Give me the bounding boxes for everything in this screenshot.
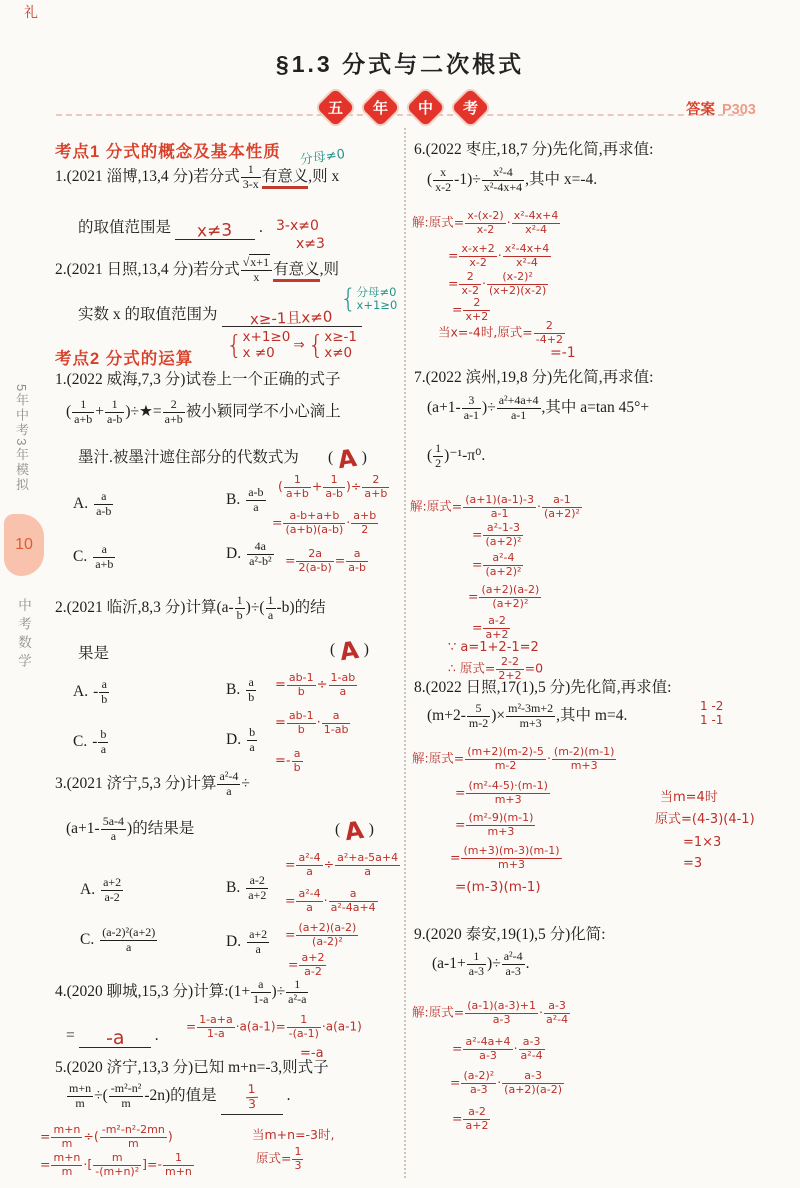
handwritten-note: 原式= $\frac{1}{3}$ (256, 1145, 302, 1172)
handwritten-answer: -a (105, 1026, 125, 1050)
option-a (73, 678, 110, 707)
option-math: $\frac{a+2}{a-2}$ (103, 875, 122, 904)
handwritten-work-line: = $\frac{(a+2)(a-2)}{\text{(a+2)²}}$ (468, 583, 540, 610)
option-label: B. (226, 490, 241, 508)
answer-page-number: P303 (722, 102, 756, 118)
handwritten-answer: x≠3 (197, 220, 233, 242)
handwritten-note: 当m+n=-3时, (252, 1127, 335, 1142)
answer-slot: ( A ) (330, 636, 369, 667)
badge-cell: 五 (314, 86, 358, 130)
badge-cell: 考 (449, 86, 493, 130)
handwritten-work-line: = $\frac{ab-1}{b}$ ÷ $\frac{1-ab}{a}$ (275, 671, 356, 698)
handwritten-work-line: 当x=-4时,原式= $\frac{2}{-4+2}$ (438, 319, 563, 346)
five-year-zhongkao-badge (320, 92, 486, 123)
p2-answer-line: 实数 x 的取值范围为 x≥-1且x≠0 (78, 305, 366, 327)
answer-label: 答案 (686, 102, 715, 118)
option-math: $\frac{a+2}{a}$ (249, 927, 268, 956)
k2p3-statement: 3.(2021 济宁,5,3 分)计算 $\frac{\text{a²-4}}{a}$ ÷ (55, 769, 250, 798)
handwritten-work-line: = $\frac{x-x+2}{x-2}$ · $\frac{\text{x²-4x+4}}{\text{x²-4}}$ (448, 242, 550, 269)
handwritten-note: =3 (683, 856, 703, 871)
handwritten-work-line: 解:原式= $\frac{x-(x-2)}{x-2}$ · $\frac{\text{x²-4x+4}}{\text{x²-4}}$ (412, 209, 559, 236)
handwritten-work-line: = $\frac{a-2}{a+2}$ (472, 614, 509, 641)
option-math: $\frac{a}{b}$ (248, 675, 255, 704)
answer-page-ref (686, 98, 756, 119)
handwritten-work-line: = $\frac{a+2}{a-2}$ (288, 951, 325, 978)
p1-answer-line: 的取值范围是 x≠3 . (78, 219, 263, 242)
handwritten-work-line: = $\frac{1-a+a}{1-a}$ ·a(a-1)= $\frac{1}{-(a-1)}$ ·a(a-1) (186, 1013, 362, 1040)
handwritten-work-line: =- $\frac{a}{b}$ (275, 747, 301, 774)
handwritten-note: 原式=(4-3)(4-1) (655, 812, 755, 827)
sidebar-series-title: 5年中考3年模拟 (14, 384, 29, 493)
option-label: A. (73, 494, 89, 512)
handwritten-note-green: { 分母≠0 x+1≥0 (340, 284, 398, 315)
p8-statement: 8.(2022 日照,17(1),5 分)先化简,再求值: (414, 679, 672, 696)
handwritten-work-line: = $\frac{m+n}{m}$ ÷( $\frac{\text{-m²-n²-2mn}}{m}$ ) (40, 1123, 173, 1150)
option-c (80, 926, 158, 955)
handwritten-work-line: = $\frac{\text{a²-1-3}}{\text{(a+2)²}}$ (472, 521, 522, 548)
option-label: C. (73, 732, 88, 750)
handwritten-answer: A (336, 443, 359, 475)
option-label: C. (80, 930, 95, 948)
option-math: $\frac{4a}{\text{a²-b²}}$ (249, 539, 272, 568)
option-math: $\frac{b}{a}$ (249, 725, 256, 754)
handwritten-work-line: = $\frac{m+n}{m}$ ·[ $\frac{m}{\text{-(m+n)²}}$ ]=- $\frac{1}{m+n}$ (40, 1151, 192, 1178)
p6-formula: ( $\frac{x}{x-2}$ -1)÷ $\frac{\text{x²-4}}{\text{x²-4x+4}}$ ,其中 x=-4. (427, 165, 598, 194)
option-d (226, 726, 258, 755)
option-label: A. (80, 880, 96, 898)
page-title: §1.3 分式与二次根式 (275, 51, 525, 77)
option-d (226, 540, 275, 569)
option-label: D. (226, 730, 242, 748)
option-math: $\frac{a}{a+b}$ (95, 542, 114, 571)
handwritten-work-line: =(m-3)(m-1) (455, 879, 541, 895)
handwritten-work-line: = $\frac{a-2}{a+2}$ (452, 1105, 489, 1132)
handwritten-work-line: =-1 (550, 345, 576, 361)
k2p3-line2: (a+1- $\frac{5a-4}{a}$ )的结果是 (66, 814, 195, 843)
handwritten-work-line: ( $\frac{1}{a+b}$ + $\frac{1}{a-b}$ )÷ $\frac{2}{a+b}$ (278, 473, 388, 500)
sidebar-subject: 中考数学 (16, 598, 31, 672)
p7-formula: (a+1- $\frac{3}{a-1}$ )÷ $\frac{\text{a²+4a+4}}{a-1}$ ,其中 a=tan 45°+ (427, 393, 650, 422)
column-divider (404, 128, 406, 1178)
option-b (226, 486, 267, 515)
option-math: $\frac{\text{(a-2)²(a+2)}}{a}$ (102, 925, 156, 954)
handwritten-note: 当m=4时 (660, 790, 718, 805)
answer-blank (79, 1028, 151, 1048)
handwritten-note: 3-x≠0 (276, 218, 319, 234)
handwritten-work-line: = $\frac{ab-1}{b}$ · $\frac{a}{1-ab}$ (275, 709, 349, 736)
badge-cell: 年 (359, 86, 403, 130)
page-number-tab (4, 514, 44, 576)
option-math: $\frac{a}{a-b}$ (96, 489, 112, 518)
k2p5-formula: $\frac{m+n}{m}$ ÷( $\frac{\text{-m²-n²}}{m}$ -2n)的值是 $\frac{1}{3}$ . (66, 1082, 291, 1115)
handwritten-answer: A (338, 635, 361, 667)
p6-statement: 6.(2022 枣庄,18,7 分)先化简,再求值: (414, 141, 654, 158)
badge-cell: 中 (404, 86, 448, 130)
handwritten-work-line: = $\frac{\text{a²-4a+4}}{a-3}$ · $\frac{a-3}{\text{a²-4}}$ (452, 1035, 543, 1062)
handwritten-work-line: = $\frac{(a+2)(a-2)}{\text{(a-2)²}}$ (285, 921, 357, 948)
kaodian1-heading: 考点1 分式的概念及基本性质 (55, 143, 281, 161)
k2p1-line3: 墨汁.被墨汁遮住部分的代数式为 (78, 449, 299, 466)
k2p5-statement: 5.(2020 济宁,13,3 分)已知 m+n=-3,则式子 (55, 1059, 329, 1076)
handwritten-work-line: ∴ 原式= $\frac{2-2}{2+2}$ =0 (448, 655, 544, 682)
k2p1-statement: 1.(2022 威海,7,3 分)试卷上一个正确的式子 (55, 371, 341, 388)
answer-slot: ( A ) (335, 816, 374, 847)
handwritten-work-line: = $\frac{\text{(a-2)²}}{a-3}$ · $\frac{a-3}{(a+2)(a-2)}$ (450, 1069, 563, 1096)
handwritten-work-line: = $\frac{(m+3)(m-3)(m-1)}{m+3}$ (450, 844, 560, 871)
option-math: $\frac{a-2}{a+2}$ (248, 873, 267, 902)
p2-statement: 2.(2021 日照,13,4 分)若分式 $\frac{√x+1}{x}$ 有意义,则 (55, 255, 339, 284)
brace-glyph: { (226, 330, 243, 361)
option-a (73, 490, 114, 519)
option-b (226, 874, 269, 903)
k2p4-answer-line: = -a . (66, 1026, 159, 1050)
handwritten-work-line: = $\frac{a-b+a+b}{(a+b)(a-b)}$ · $\frac{a+b}{2}$ (272, 509, 377, 536)
handwritten-work-line: 解:原式= $\frac{(m+2)(m-2)-5}{m-2}$ · $\frac{(m-2)(m-1)}{m+3}$ (412, 745, 615, 772)
handwritten-work-line: 解:原式= $\frac{(a+1)(a-1)-3}{a-1}$ · $\frac{a-1}{\text{(a+2)²}}$ (410, 493, 580, 520)
option-label: C. (73, 547, 88, 565)
kaodian2-heading: 考点2 分式的运算 (55, 350, 194, 368)
option-c (73, 543, 116, 572)
option-b (226, 676, 257, 705)
p7-formula2: ( $\frac{1}{2}$ )⁻¹-π⁰. (427, 441, 486, 470)
handwritten-work-line: = $\frac{\text{(m²-4-5)·(m-1)}}{m+3}$ (455, 779, 548, 806)
handwritten-work-line: = $\frac{\text{a²-4}}{a}$ ÷ $\frac{\text{a²+a-5a+4}}{a}$ (285, 851, 399, 878)
option-label: D. (226, 544, 242, 562)
handwritten-work-line: = $\frac{2}{x+2}$ (452, 296, 489, 323)
p7-statement: 7.(2022 滨州,19,8 分)先化简,再求值: (414, 369, 654, 386)
handwritten-cross-factoring: 1 -2 1 -1 (700, 699, 724, 727)
option-label: A. (73, 682, 89, 700)
handwritten-work-line: = $\frac{\text{a²-4}}{a}$ · $\frac{a}{\text{a²-4a+4}}$ (285, 887, 376, 914)
option-d (226, 928, 270, 957)
option-a (80, 876, 124, 905)
handwritten-work-line: = $\frac{\text{a²-4}}{\text{(a+2)²}}$ (472, 551, 522, 578)
answer-slot: ( A ) (328, 444, 367, 475)
p9-statement: 9.(2020 泰安,19(1),5 分)化简: (414, 926, 606, 943)
p8-formula: (m+2- $\frac{5}{m-2}$ )× $\frac{\text{m²-3m+2}}{m+3}$ ,其中 m=4. (427, 701, 628, 730)
handwritten-work-line: = $\frac{2}{x-2}$ · $\frac{\text{(x-2)²}}{(x+2)(x-2)}$ (448, 270, 547, 297)
handwritten-note-green: 分母≠0 (299, 146, 346, 169)
page-number: 10 (15, 536, 33, 553)
answer-blank (175, 222, 255, 240)
brace-glyph: { (307, 330, 325, 361)
option-label: B. (226, 878, 241, 896)
handwritten-note: x≠3 (296, 236, 325, 252)
handwritten-work-line: =-a (300, 1046, 324, 1061)
option-math: - $\frac{a}{b}$ (93, 677, 108, 706)
handwritten-work-line: ∵ a=1+2-1=2 (448, 640, 539, 655)
handwritten-work-line: = $\frac{\text{(m²-9)(m-1)}}{m+3}$ (455, 811, 534, 838)
k2p2-statement: 2.(2021 临沂,8,3 分)计算(a- $\frac{1}{b}$ )÷( $\frac{1}{a}$ -b)的结 (55, 593, 326, 622)
handwritten-answer: x≥-1且x≠0 (250, 307, 333, 329)
option-c (73, 728, 109, 757)
handwritten-work-line: 解:原式= $\frac{(a-1)(a-3)+1}{a-3}$ · $\frac{a-3}{\text{a²-4}}$ (412, 999, 569, 1026)
option-label: B. (226, 680, 241, 698)
p1-statement: 1.(2021 淄博,13,4 分)若分式 $\frac{1}{3-x}$ 有意义,则 x (55, 162, 340, 191)
handwritten-work-line: = $\frac{2a}{2(a-b)}$ = $\frac{a}{a-b}$ (285, 547, 366, 574)
option-label: D. (226, 932, 242, 950)
k2p1-formula: ( $\frac{1}{a+b}$ + $\frac{1}{a-b}$ )÷★= $\frac{2}{a+b}$ 被小颖同学不小心滴上 (66, 397, 341, 426)
k2p2-line2: 果是 (78, 645, 110, 662)
p9-formula: (a-1+ $\frac{1}{a-3}$ )÷ $\frac{\text{a²-4}}{a-3}$ . (432, 949, 530, 978)
option-math: $\frac{a-b}{a}$ (248, 485, 264, 514)
page-corner-mark: 礼 (24, 5, 38, 21)
handwritten-answer: A (343, 815, 366, 847)
option-math: - $\frac{b}{a}$ (92, 727, 107, 756)
handwritten-note: =1×3 (683, 835, 722, 850)
answer-blank (221, 1081, 283, 1115)
handwritten-note: { x+1≥0 x ≠0 ⇒ { x≥-1 x≠0 (226, 329, 357, 361)
implies-arrow: ⇒ (293, 336, 305, 353)
brace-glyph: { (340, 284, 357, 315)
k2p4-statement: 4.(2020 聊城,15,3 分)计算:(1+ $\frac{a}{1-a}$ )÷ $\frac{1}{\text{a²-a}}$ (55, 977, 307, 1006)
handwritten-answer: $\frac{1}{3}$ (247, 1081, 256, 1111)
